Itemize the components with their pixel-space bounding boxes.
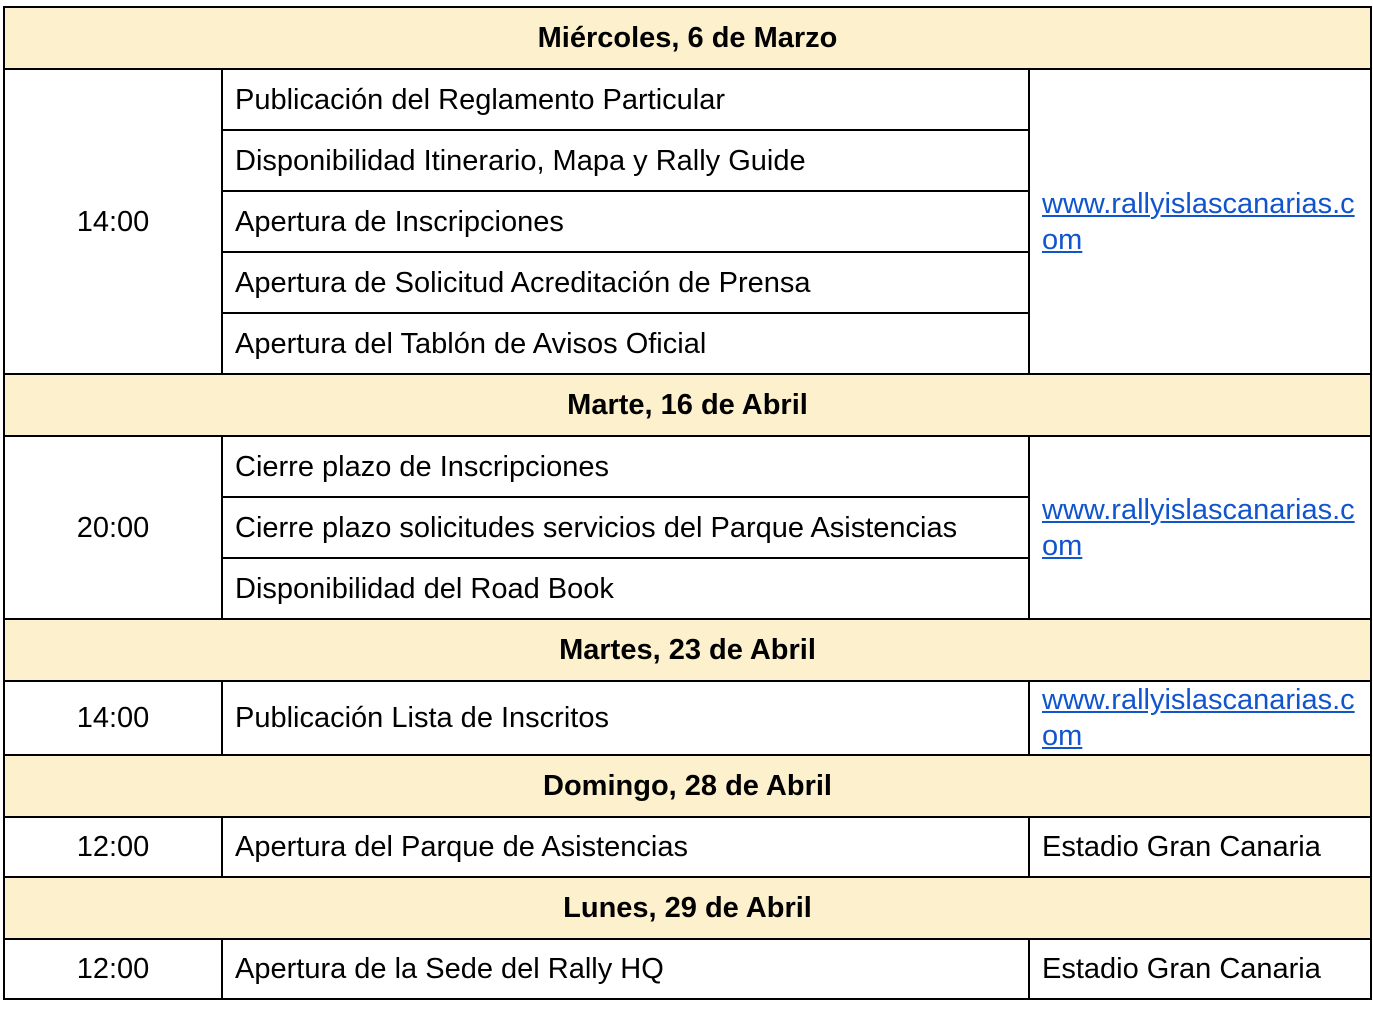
event-description: Cierre plazo de Inscripciones bbox=[222, 436, 1029, 497]
day-header: Miércoles, 6 de Marzo bbox=[4, 7, 1371, 69]
event-location[interactable] bbox=[1029, 436, 1371, 619]
event-description: Cierre plazo solicitudes servicios del Parque Asistencias bbox=[222, 497, 1029, 558]
day-header-row bbox=[4, 374, 1371, 436]
day-header: Martes, 23 de Abril bbox=[4, 619, 1371, 681]
event-description: Disponibilidad del Road Book bbox=[222, 558, 1029, 619]
day-header-row bbox=[4, 619, 1371, 681]
day-header-row bbox=[4, 877, 1371, 939]
schedule-table bbox=[3, 6, 1372, 1000]
event-description: Apertura de Inscripciones bbox=[222, 191, 1029, 252]
event-description: Apertura de la Sede del Rally HQ bbox=[222, 939, 1029, 999]
event-location[interactable] bbox=[1029, 69, 1371, 374]
event-row bbox=[4, 436, 1371, 497]
website-link[interactable]: www.rallyislascanarias.com bbox=[1042, 493, 1355, 562]
event-time: 14:00 bbox=[4, 69, 222, 374]
event-location: Estadio Gran Canaria bbox=[1029, 939, 1371, 999]
day-header: Domingo, 28 de Abril bbox=[4, 755, 1371, 817]
day-header: Marte, 16 de Abril bbox=[4, 374, 1371, 436]
event-description: Disponibilidad Itinerario, Mapa y Rally Guide bbox=[222, 130, 1029, 191]
event-time: 14:00 bbox=[4, 681, 222, 755]
event-description: Apertura del Tablón de Avisos Oficial bbox=[222, 313, 1029, 374]
event-row bbox=[4, 69, 1371, 130]
event-row bbox=[4, 681, 1371, 755]
event-time: 20:00 bbox=[4, 436, 222, 619]
day-header-row bbox=[4, 7, 1371, 69]
event-location: Estadio Gran Canaria bbox=[1029, 817, 1371, 877]
website-link[interactable]: www.rallyislascanarias.com bbox=[1042, 684, 1355, 752]
event-description: Publicación del Reglamento Particular bbox=[222, 69, 1029, 130]
day-header: Lunes, 29 de Abril bbox=[4, 877, 1371, 939]
event-description: Publicación Lista de Inscritos bbox=[222, 681, 1029, 755]
website-link[interactable]: www.rallyislascanarias.com bbox=[1042, 187, 1355, 256]
event-time: 12:00 bbox=[4, 939, 222, 999]
day-header-row bbox=[4, 755, 1371, 817]
event-row bbox=[4, 939, 1371, 999]
event-time: 12:00 bbox=[4, 817, 222, 877]
schedule-body bbox=[4, 7, 1371, 999]
event-description: Apertura del Parque de Asistencias bbox=[222, 817, 1029, 877]
event-row bbox=[4, 817, 1371, 877]
event-description: Apertura de Solicitud Acreditación de Prensa bbox=[222, 252, 1029, 313]
event-location[interactable] bbox=[1029, 681, 1371, 755]
